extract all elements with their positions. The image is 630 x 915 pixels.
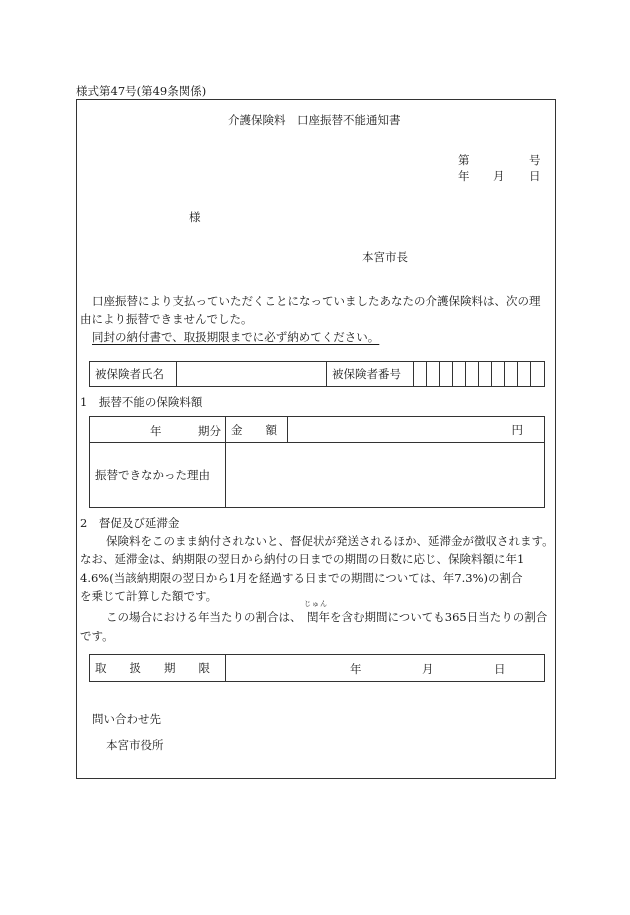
- doc-number-prefix: 第: [458, 153, 470, 167]
- insured-info-table: [89, 361, 545, 387]
- insured-number-digit[interactable]: [427, 362, 440, 387]
- intro-line-2: 由により振替できませんでした。: [80, 312, 253, 326]
- insured-number-label: 被保険者番号: [327, 362, 414, 387]
- form-number: 様式第47号(第49条関係): [76, 84, 207, 98]
- leap-year-ruby: じゅん: [304, 600, 328, 608]
- insured-number-digit[interactable]: [479, 362, 492, 387]
- section-1-heading: 1 振替不能の保険料額: [80, 395, 203, 409]
- insured-number-digit[interactable]: [531, 362, 545, 387]
- insured-number-digit[interactable]: [440, 362, 453, 387]
- contact-label: 問い合わせ先: [92, 712, 161, 726]
- deadline-day-label: 日: [494, 662, 506, 676]
- section-2-p2-line-1a: この場合における年当たりの割合は、: [106, 610, 302, 624]
- deadline-label: 取 扱 期 限: [90, 655, 226, 682]
- year-label: 年: [150, 424, 162, 438]
- issuer-name: 本宮市長: [362, 250, 408, 264]
- amount-field[interactable]: [288, 417, 545, 443]
- insured-name-field[interactable]: [177, 362, 327, 387]
- section-2-p1-line-1: 保険料をこのまま納付されないと、督促状が発送されるほか、延滞金が徴収されます。: [106, 534, 554, 548]
- date-day-label: 日: [529, 169, 541, 183]
- section-2-p2-line-1b: 閏年を含む期間についても365日当たりの割合: [307, 610, 548, 624]
- section-2-p1-line-3: 4.6%(当該納期限の翌日から1月を経過する日までの期間については、年7.3%)の割合: [80, 571, 523, 585]
- reason-field[interactable]: [226, 443, 545, 508]
- contact-office: 本宮市役所: [106, 738, 164, 752]
- insured-name-label: 被保険者氏名: [90, 362, 177, 387]
- insured-number-digit[interactable]: [505, 362, 518, 387]
- insured-number-digit[interactable]: [492, 362, 505, 387]
- insured-number-digit[interactable]: [466, 362, 479, 387]
- section-2-p1-line-2: なお、延滞金は、納期限の翌日から納付の日までの期間の日数に応じ、保険料額に年1: [80, 552, 525, 566]
- intro-line-3: 同封の納付書で、取扱期限までに必ず納めてください。: [92, 330, 380, 344]
- year-period-cell: [90, 417, 226, 443]
- section-2-heading: 2 督促及び延滞金: [80, 516, 180, 530]
- insured-number-digit[interactable]: [414, 362, 427, 387]
- deadline-date-field[interactable]: [226, 655, 545, 682]
- form-title: 介護保険料 口座振替不能通知書: [228, 113, 401, 127]
- section-2-p2-line-2: です。: [80, 629, 114, 643]
- date-year-label: 年: [458, 169, 470, 183]
- yen-label: 円: [511, 422, 523, 437]
- reason-label: 振替できなかった理由: [90, 443, 226, 508]
- deadline-table: [89, 654, 545, 682]
- insured-number-digit[interactable]: [453, 362, 466, 387]
- amount-label: 金 額: [226, 417, 288, 443]
- deadline-month-label: 月: [422, 662, 434, 676]
- deadline-year-label: 年: [350, 662, 362, 676]
- addressee-honorific: 様: [189, 210, 201, 224]
- intro-line-1: 口座振替により支払っていただくことになっていましたあなたの介護保険料は、次の理: [92, 294, 541, 308]
- doc-number-suffix: 号: [529, 153, 541, 167]
- section-2-p1-line-4: を乗じて計算した額です。: [80, 589, 218, 603]
- insured-number-digit[interactable]: [518, 362, 531, 387]
- period-label: 期分: [198, 424, 221, 438]
- premium-table: [89, 416, 545, 508]
- date-month-label: 月: [493, 169, 505, 183]
